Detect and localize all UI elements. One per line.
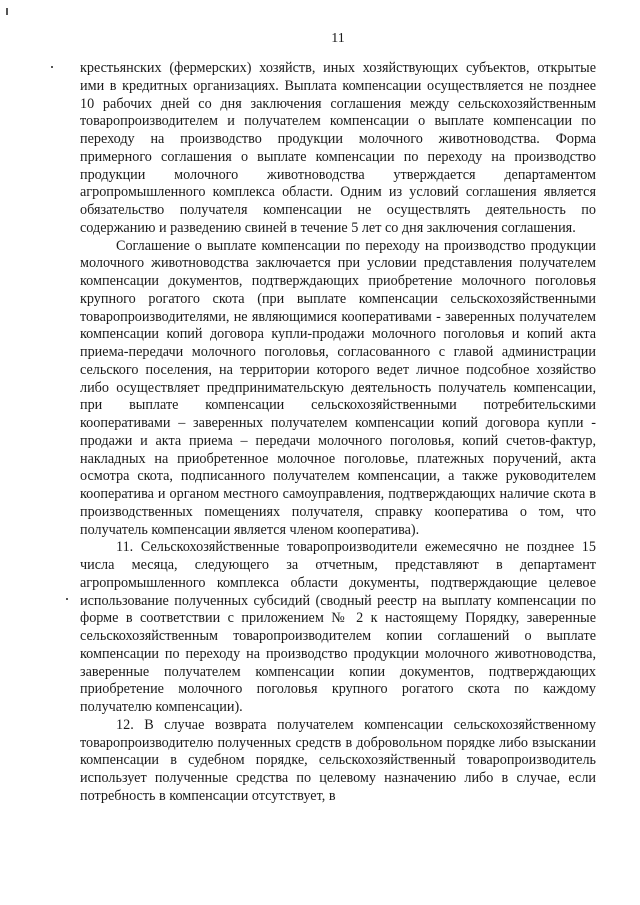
paragraph: Соглашение о выплате компенсации по переходу на производство продукции молочного животноводства заключается при условии представления получателем компенсации документов, подтверждающих приобретение молочного поголовья крупного рогатого скота (при выплате компенсации сельскохозяйственными товаропроизводителями, не являющимися кооперативами - заверенных получателем компенсации копий договора купли-продажи молочного поголовья и копий акта приема-передачи молочного поголовья, согласованного с главой администрации сельского поселения, на территории которого ведет личное подсобное хозяйство либо осуществляет предпринимательскую деятельность получатель компенсации, при выплате компенсации сельскохозяйственными потребительскими кооперативами – заверенных получателем компенсации копий договора купли - продажи и акта приема – передачи молочного поголовья, копий счетов-фактур, накладных на приобретенное молочное поголовье, платежных поручений, акта осмотра скота, подписанного получателем компенсации, а также руководителем кооператива и органом местного самоуправления, подтверждающих наличие скота в производственных помещениях получателя, справку кооператива о том, что получатель компенсации является членом кооператива). <box>80 237 596 538</box>
page-number: 11 <box>331 31 345 46</box>
scan-speck <box>6 8 8 15</box>
paragraph: 12. В случае возврата получателем компенсации сельскохозяйственному товаропроизводителю полученных средств в добровольном порядке либо взыскании компенсации в судебном порядке, сельскохозяйственный товаропроизводитель использует полученные средства по целевому назначению либо в случае, если потребность в компенсации отсутствует, в <box>80 716 596 804</box>
scan-speck <box>51 66 53 68</box>
scan-speck <box>66 598 68 600</box>
paragraph: крестьянских (фермерских) хозяйств, иных хозяйствующих субъектов, открытые ими в кредитных организациях. Выплата компенсации осуществляется не позднее 10 рабочих дней со дня заключения соглашения между сельскохозяйственным товаропроизводителем и получателем компенсации о выплате компенсации по переходу на производство продукции молочного животноводства. Форма примерного соглашения о выплате компенсации по переходу на производство продукции молочного животноводства утверждается департаментом агропромышленного комплекса области. Одним из условий соглашения является обязательство получателя компенсации не осуществлять деятельность по содержанию и разведению свиней в течение 5 лет со дня заключения соглашения. <box>80 60 596 236</box>
paragraph: 11. Сельскохозяйственные товаропроизводители ежемесячно не позднее 15 числа месяца, следующего за отчетным, представляют в департамент агропромышленного комплекса области документы, подтверждающие целевое использование полученных субсидий (сводный реестр на выплату компенсации по форме в соответствии с приложением № 2 к настоящему Порядку, заверенные сельскохозяйственным товаропроизводителем копии соглашений о выплате компенсации по переходу на производство продукции молочного животноводства, заверенные получателем компенсации копии документов, подтверждающих приобретение молочного поголовья крупного рогатого скота по каждому получателю компенсации). <box>80 539 596 715</box>
